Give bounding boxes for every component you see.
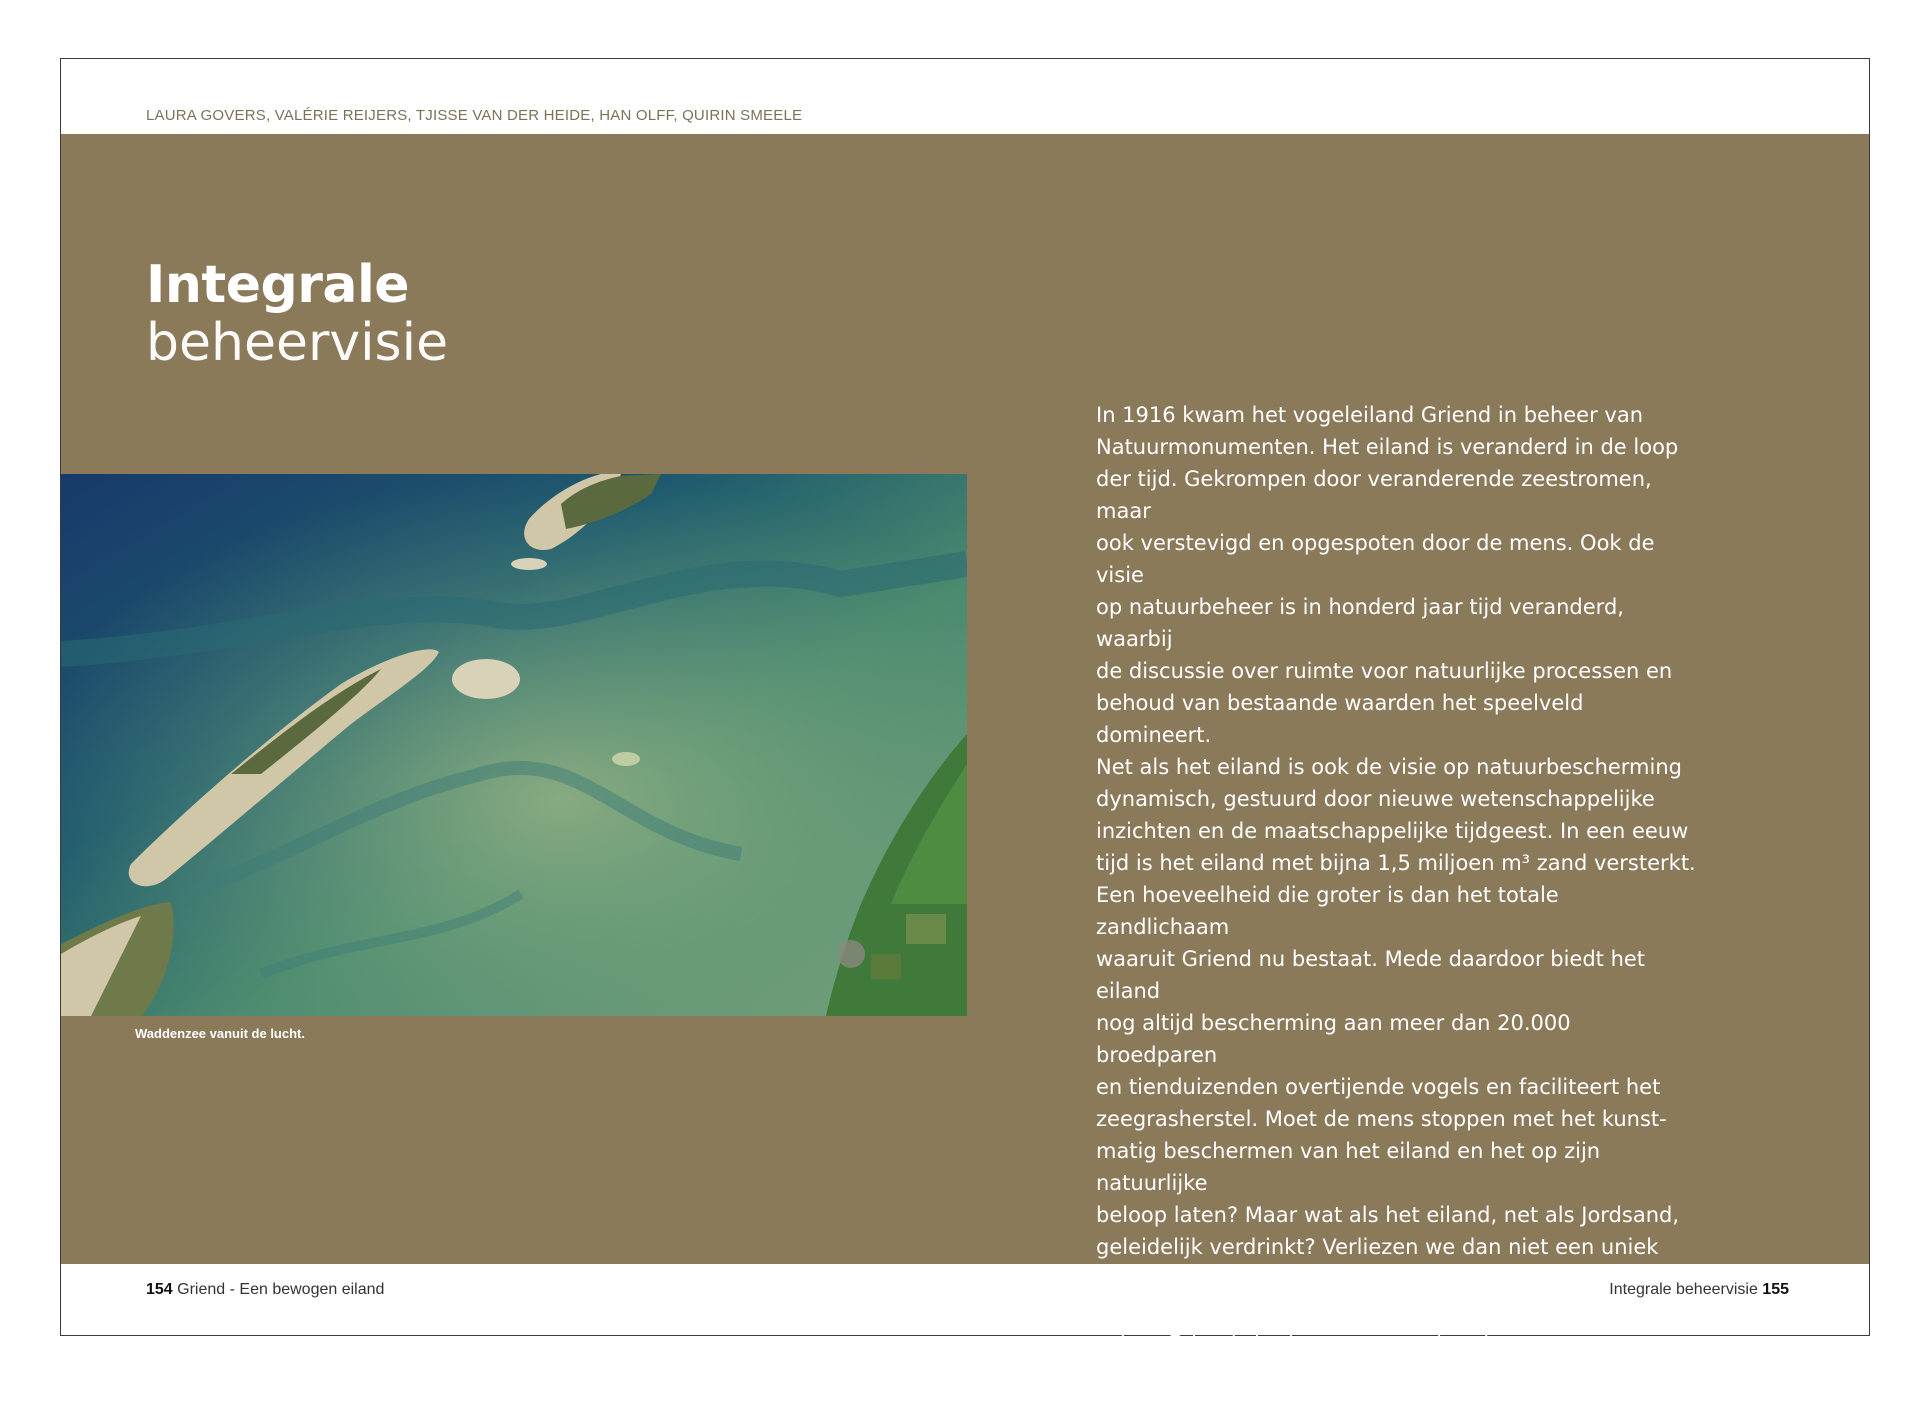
chapter-title bbox=[146, 255, 449, 373]
footer-left bbox=[146, 1281, 384, 1299]
author-line: LAURA GOVERS, VALÉRIE REIJERS, TJISSE VAN DER HEIDE, HAN OLFF, QUIRIN SMEELE bbox=[146, 107, 803, 124]
page-number-left: 154 bbox=[146, 1281, 173, 1298]
photo-caption: Waddenzee vanuit de lucht. bbox=[135, 1026, 305, 1041]
footer-right bbox=[1609, 1281, 1789, 1299]
book-spread bbox=[60, 58, 1870, 1419]
aerial-photo bbox=[61, 474, 967, 1016]
title-light: beheervisie bbox=[146, 313, 449, 373]
title-bold: Integrale bbox=[146, 255, 410, 315]
running-title-left: Griend - Een bewogen eiland bbox=[177, 1281, 385, 1298]
page-number-right: 155 bbox=[1762, 1281, 1789, 1298]
body-paragraph: In 1916 kwam het vogeleiland Griend in beheer van Natuurmonumenten. Het eiland is veranderd in de loop der tijd. Gekrompen door veranderende zeestromen, maar ook verstevigd en opgespoten door de mens. Ook de visie op natuurbeheer is in honderd jaar tijd veranderd, waarbij de discussie over ruimte voor natuurlijke processen en behoud van bestaande waarden het speelveld domineert. Net als het eiland is ook de visie op natuurbescherming dynamisch, gestuurd door nieuwe wetenschappelijke inzichten en de maatschappelijke tijdgeest. In een eeuw tijd is het eiland met bijna 1,5 miljoen m³ zand versterkt. Een hoeveelheid die groter is dan het totale zandlichaam waaruit Griend nu bestaat. Mede daardoor biedt het eiland nog altijd bescherming aan meer dan 20.000 broedparen en tienduizenden overtijende vogels en faciliteert het zeegrasherstel. Moet de mens stoppen met het kunst- matig beschermen van het eiland en het op zijn natuurlijke beloop laten? Maar wat als het eiland, net als Jordsand, geleidelijk verdrinkt? Verliezen we dan niet een uniek stukje natuur? En wat is precies het ‘natuurlijke beloop’ in een zo door mensen gevormd landschap? Een ding is zeker, Griend staat voor een verbonden waddenlandschap en is een uithangbord voor integraal natuurbeheer. bbox=[1096, 403, 1696, 1419]
running-title-right: Integrale beheervisie bbox=[1609, 1281, 1758, 1298]
